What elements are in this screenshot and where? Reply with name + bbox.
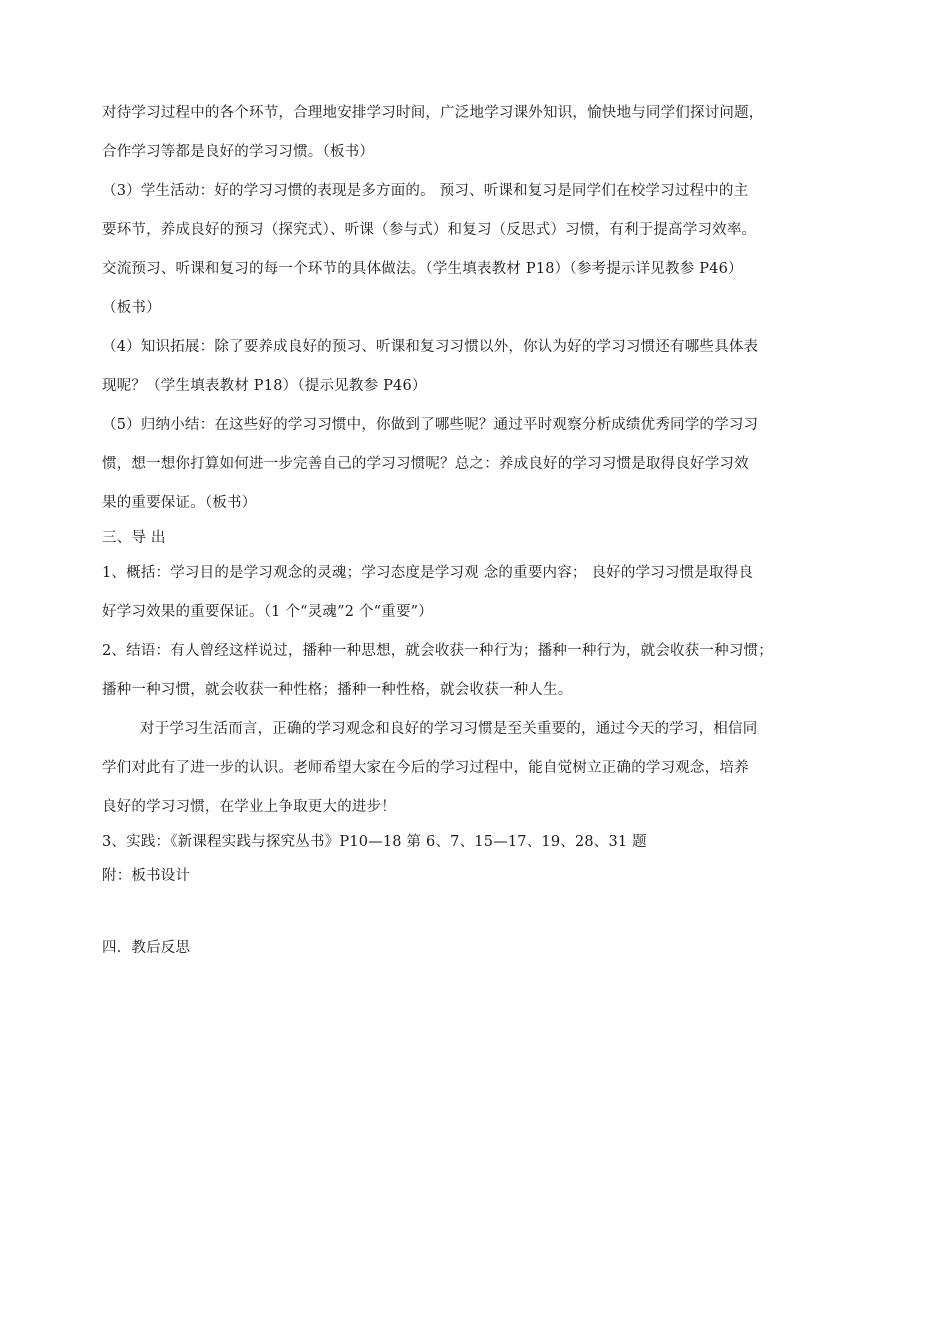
paragraph-line: （3）学生活动：好的学习习惯的表现是多方面的。 预习、听课和复习是同学们在校学习过程中的主 [102, 183, 749, 199]
paragraph-line: 1、概括：学习目的是学习观念的灵魂；学习态度是学习观 念的重要内容； 良好的学习习惯是取得良 [102, 565, 754, 581]
paragraph-line: 现呢？（学生填表教材 P18）（提示见教参 P46） [102, 378, 427, 394]
paragraph-line: 3、实践：《新课程实践与探究丛书》P10—18 第 6、7、15—17、19、28、31 题 [102, 834, 647, 850]
paragraph-line: （4）知识拓展：除了要养成良好的预习、听课和复习习惯以外，你认为好的学习习惯还有哪些具体表 [102, 339, 759, 355]
paragraph-line: 果的重要保证。（板书） [102, 495, 257, 511]
paragraph-line: 学们对此有了进一步的认识。老师希望大家在今后的学习过程中，能自觉树立正确的学习观念，培养 [102, 760, 749, 776]
paragraph-line: （5）归纳小结：在这些好的学习习惯中，你做到了哪些呢？通过平时观察分析成绩优秀同学的学习习 [102, 417, 759, 433]
paragraph-line: 对于学习生活而言，正确的学习观念和良好的学习习惯是至关重要的，通过今天的学习，相信同 [140, 721, 758, 737]
section-heading: 四．教后反思 [102, 940, 191, 956]
paragraph-line: 交流预习、听课和复习的每一个环节的具体做法。（学生填表教材 P18）（参考提示详见教参 P46） [102, 261, 743, 277]
paragraph-line: 惯，想一想你打算如何进一步完善自己的学习习惯呢？总之：养成良好的学习习惯是取得良好学习效 [102, 456, 749, 472]
paragraph-line: 好学习效果的重要保证。（1 个“灵魂”2 个“重要”） [102, 604, 433, 620]
paragraph-line: 播种一种习惯，就会收获一种性格；播种一种性格，就会收获一种人生。 [102, 682, 573, 698]
paragraph-line: 附：板书设计 [102, 868, 191, 884]
paragraph-line: 合作学习等都是良好的学习习惯。（板书） [102, 144, 375, 160]
paragraph-line: 要环节，养成良好的预习（探究式）、听课（参与式）和复习（反思式）习惯，有利于提高学习效率。 [102, 222, 757, 238]
section-heading: 三、导 出 [102, 530, 166, 546]
paragraph-line: 2、结语：有人曾经这样说过，播种一种思想，就会收获一种行为；播种一种行为，就会收获一种习惯； [102, 643, 773, 659]
paragraph-line: 良好的学习习惯，在学业上争取更大的进步！ [102, 799, 396, 815]
paragraph-line: 对待学习过程中的各个环节，合理地安排学习时间，广泛地学习课外知识，愉快地与同学们探讨问题， [102, 105, 764, 121]
paragraph-line: （板书） [102, 300, 161, 316]
